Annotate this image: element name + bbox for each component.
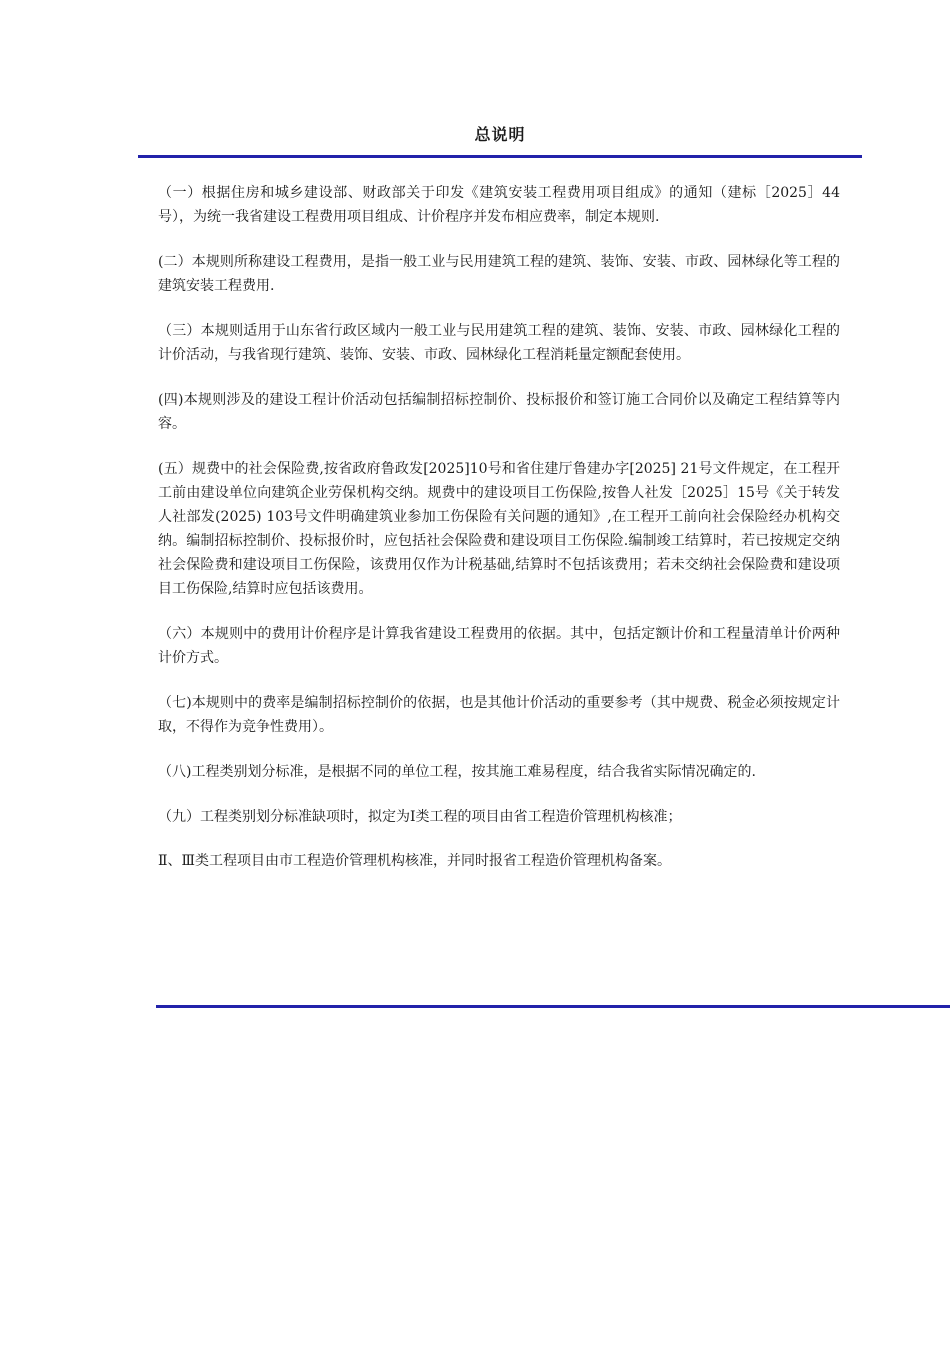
paragraph-1: （一）根据住房和城乡建设部、财政部关于印发《建筑安装工程费用项目组成》的通知（建标［2025］44号），为统一我省建设工程费用项目组成、计价程序并发布相应费率，制定本规则. bbox=[158, 185, 840, 225]
paragraph-7: （七)本规则中的费率是编制招标控制价的依据，也是其他计价活动的重要参考（其中规费、税金必须按规定计取，不得作为竞争性费用）。 bbox=[158, 695, 840, 735]
paragraph-6: （六）本规则中的费用计价程序是计算我省建设工程费用的依据。其中，包括定额计价和工程量清单计价两种计价方式。 bbox=[158, 626, 840, 666]
paragraph-3: （三）本规则适用于山东省行政区域内一般工业与民用建筑工程的建筑、装饰、安装、市政、园林绿化工程的计价活动，与我省现行建筑、装饰、安装、市政、园林绿化工程消耗量定额配套使用。 bbox=[158, 323, 840, 363]
paragraph-2: (二）本规则所称建设工程费用，是指一般工业与民用建筑工程的建筑、装饰、安装、市政、园林绿化等工程的建筑安装工程费用. bbox=[158, 254, 840, 294]
paragraph-8: （八)工程类别划分标准，是根据不同的单位工程，按其施工难易程度，结合我省实际情况确定的. bbox=[158, 764, 756, 780]
paragraph-4: (四)本规则涉及的建设工程计价活动包括编制招标控制价、投标报价和签订施工合同价以及确定工程结算等内容。 bbox=[158, 392, 840, 432]
paragraph-10: Ⅱ、Ⅲ类工程项目由市工程造价管理机构核准，并同时报省工程造价管理机构备案。 bbox=[158, 853, 672, 869]
bottom-divider bbox=[156, 1005, 950, 1008]
title-divider bbox=[138, 155, 862, 158]
document-body bbox=[158, 181, 840, 894]
paragraph-9: （九）工程类别划分标准缺项时，拟定为Ⅰ类工程的项目由省工程造价管理机构核准； bbox=[158, 809, 682, 825]
paragraph-5: (五）规费中的社会保险费,按省政府鲁政发[2025]10号和省住建厅鲁建办字[2025] 21号文件规定，在工程开工前由建设单位向建筑企业劳保机构交纳。规费中的建设项目工伤保险,按鲁人社发［2025］15号《关于转发人社部发(2025) 103号文件明确建筑业参加工伤保险有关问题的通知》,在工程开工前向社会保险经办机构交纳。编制招标控制价、投标报价时，应包括社会保险费和建设项目工伤保险.编制竣工结算时，若已按规定交纳社会保险费和建设项目工伤保险，该费用仅作为计税基础,结算时不包括该费用；若未交纳社会保险费和建设项目工伤保险,结算时应包括该费用。 bbox=[158, 461, 840, 597]
page-title: 总说明 bbox=[474, 125, 526, 144]
